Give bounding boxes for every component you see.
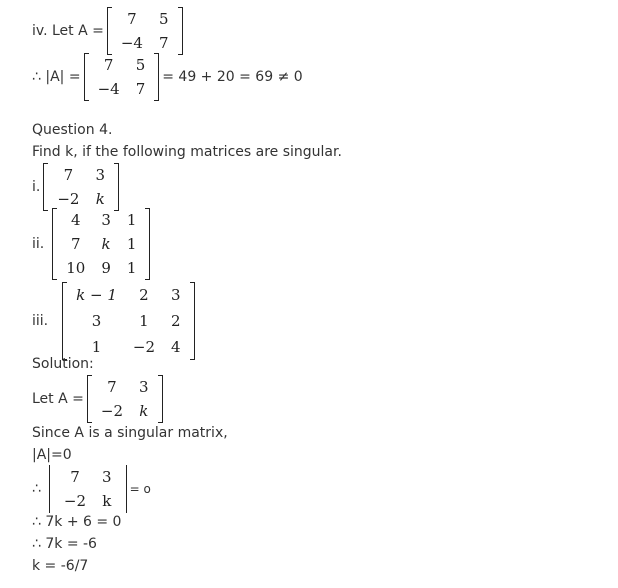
question-i-label: i. bbox=[32, 179, 41, 195]
matrix-cell: 3 bbox=[139, 378, 149, 396]
question-prompt bbox=[32, 144, 342, 160]
solution-heading bbox=[32, 356, 94, 372]
solution-let-label: Let A = bbox=[32, 391, 84, 407]
part-iv-label: iv. Let A = bbox=[32, 23, 104, 39]
question-iii-matrix bbox=[62, 282, 194, 360]
matrix-cell: 7 bbox=[135, 80, 146, 98]
matrix-cell: −2 bbox=[132, 337, 155, 356]
matrix-cell: 1 bbox=[139, 311, 149, 330]
det-equals-zero: = o bbox=[129, 482, 151, 496]
solution-heading-text: Solution: bbox=[32, 356, 94, 372]
det-iv-row bbox=[32, 53, 303, 101]
matrix-cell: k bbox=[101, 235, 111, 253]
matrix-cell: 3 bbox=[102, 468, 112, 486]
question-title-text: Question 4. bbox=[32, 122, 113, 138]
matrix-cell: −2 bbox=[57, 190, 80, 208]
matrix-cell: −2 bbox=[63, 492, 87, 510]
matrix-cell: −4 bbox=[120, 34, 143, 52]
matrix-cell: k bbox=[139, 402, 149, 420]
matrix-cell: 2 bbox=[139, 285, 149, 304]
matrix-cell: 4 bbox=[71, 211, 81, 229]
det-iv-prefix: ∴ |A| = bbox=[32, 69, 81, 85]
solution-determinant bbox=[49, 465, 127, 513]
matrix-A-iv bbox=[107, 7, 183, 55]
matrix-cell: 1 bbox=[126, 259, 137, 277]
matrix-cell: 3 bbox=[171, 285, 181, 304]
step-1-text: ∴ 7k + 6 = 0 bbox=[32, 514, 122, 530]
det-iv-matrix bbox=[84, 53, 160, 101]
solution-let-row bbox=[32, 375, 166, 423]
matrix-cell: 3 bbox=[91, 311, 102, 330]
question-ii-matrix bbox=[52, 208, 150, 280]
matrix-cell: 1 bbox=[126, 211, 137, 229]
question-title bbox=[32, 122, 112, 138]
matrix-cell: 5 bbox=[135, 56, 146, 74]
singular-statement-text: Since A is a singular matrix, bbox=[32, 425, 228, 441]
matrix-cell: 3 bbox=[95, 166, 106, 184]
question-i-matrix bbox=[43, 163, 119, 211]
det-equation-row bbox=[32, 465, 151, 513]
matrix-cell: k bbox=[102, 492, 112, 510]
matrix-cell: 3 bbox=[101, 211, 111, 229]
matrix-cell: 4 bbox=[171, 337, 181, 356]
step-1 bbox=[32, 514, 121, 530]
therefore-symbol: ∴ bbox=[32, 481, 41, 497]
question-ii-row bbox=[32, 208, 153, 280]
matrix-cell: 9 bbox=[101, 259, 111, 277]
matrix-cell: k bbox=[95, 190, 105, 208]
matrix-cell: 7 bbox=[103, 56, 114, 74]
final-result bbox=[32, 558, 88, 574]
matrix-cell: 5 bbox=[158, 10, 169, 28]
matrix-cell: k − 1 bbox=[76, 285, 117, 304]
det-iv-result: = 49 + 20 = 69 ≠ 0 bbox=[162, 69, 303, 85]
matrix-cell: 7 bbox=[127, 10, 137, 28]
matrix-cell: −2 bbox=[100, 402, 123, 420]
matrix-cell: 7 bbox=[70, 468, 80, 486]
matrix-cell: 1 bbox=[126, 235, 137, 253]
matrix-cell: 10 bbox=[66, 259, 86, 277]
question-prompt-text: Find k, if the following matrices are singular. bbox=[32, 144, 342, 160]
solution-matrix-A bbox=[87, 375, 163, 423]
part-iv-row bbox=[32, 7, 186, 55]
matrix-cell: −4 bbox=[97, 80, 120, 98]
question-i-row bbox=[32, 163, 122, 211]
matrix-cell: 2 bbox=[171, 311, 181, 330]
step-2 bbox=[32, 536, 97, 552]
det-zero-text: |A|=0 bbox=[32, 447, 72, 463]
matrix-cell: 1 bbox=[91, 337, 102, 356]
question-ii-label: ii. bbox=[32, 236, 45, 252]
step-2-text: ∴ 7k = -6 bbox=[32, 536, 97, 552]
matrix-cell: 7 bbox=[158, 34, 169, 52]
question-iii-row bbox=[32, 282, 198, 360]
matrix-cell: 7 bbox=[71, 235, 81, 253]
det-zero-line bbox=[32, 447, 72, 463]
matrix-cell: 7 bbox=[107, 378, 117, 396]
final-result-text: k = -6/7 bbox=[32, 558, 89, 574]
question-iii-label: iii. bbox=[32, 313, 49, 329]
matrix-cell: 7 bbox=[63, 166, 74, 184]
singular-statement bbox=[32, 425, 228, 441]
